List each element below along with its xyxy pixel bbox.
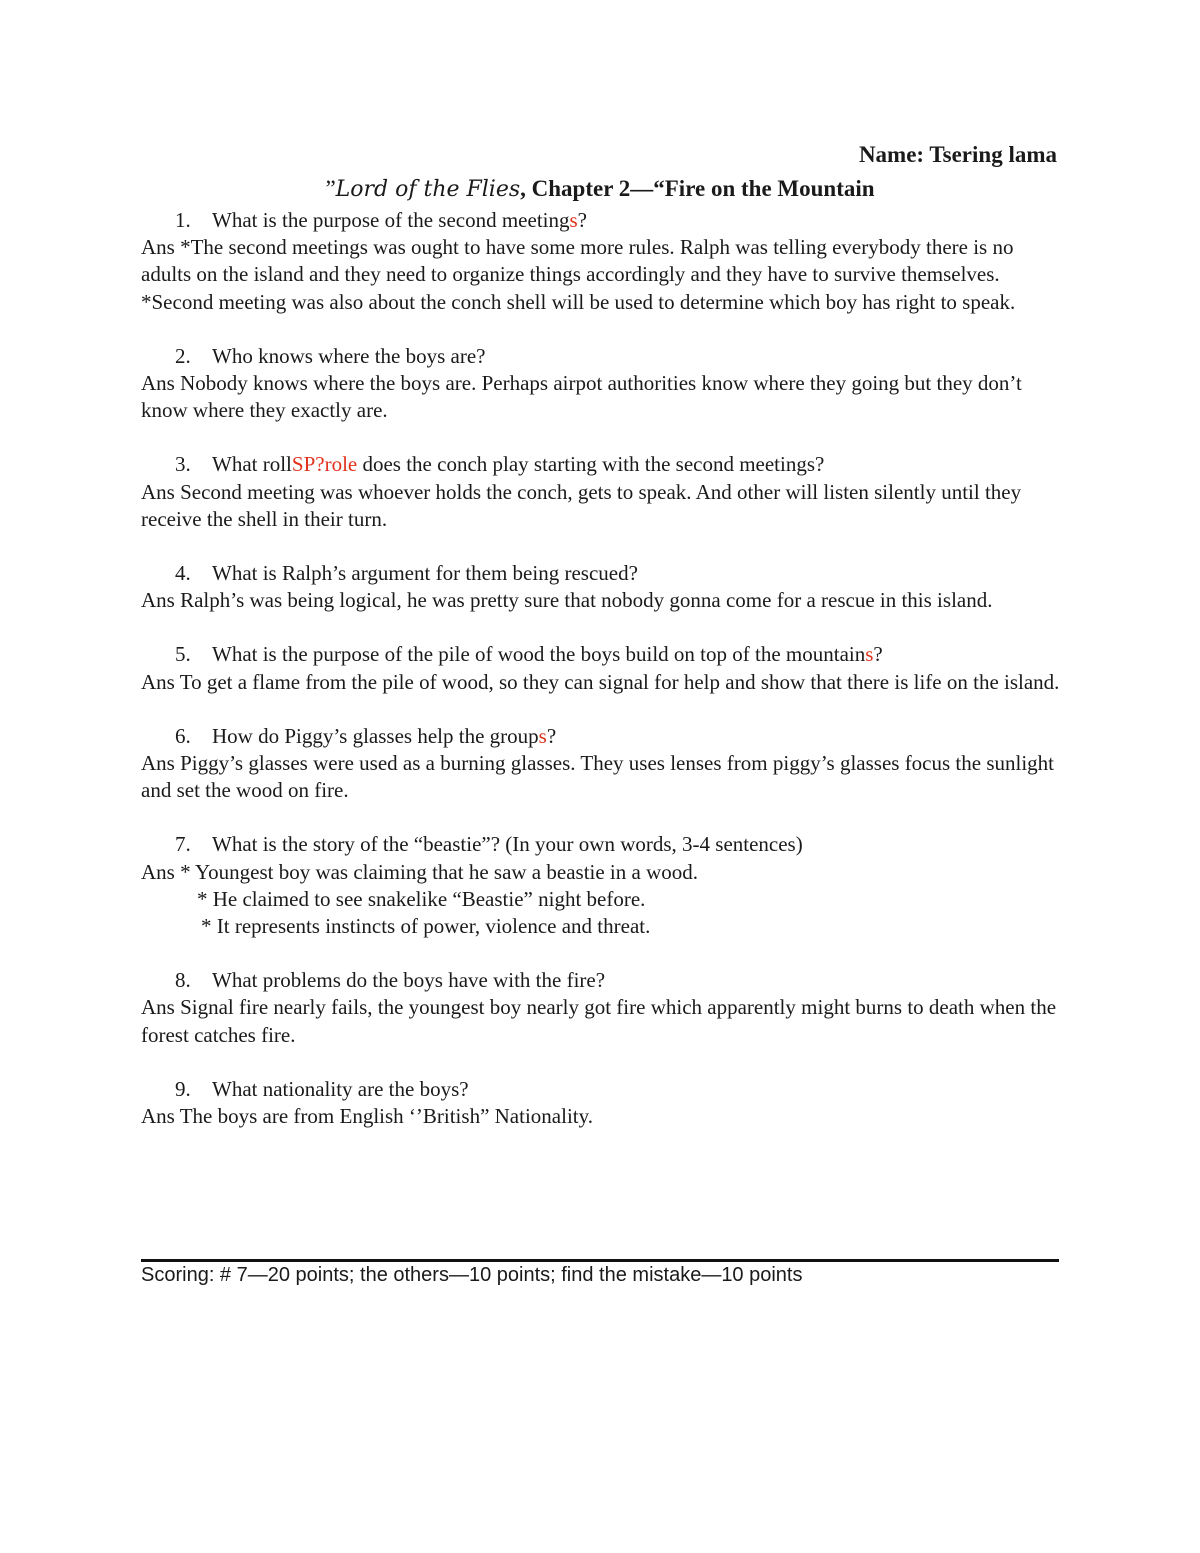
question-5 [141, 641, 1066, 668]
question-text-end: ? [577, 208, 587, 232]
answer-1-line-2: *Second meeting was also about the conch shell will be used to determine which boy has right to speak. [141, 289, 1016, 314]
answer-7-bullet-2: * It represents instincts of power, violence and threat. [201, 914, 651, 939]
answer-7: Ans * Youngest boy was claiming that he saw a beastie in a wood. [141, 859, 699, 884]
question-text-end: ? [546, 723, 557, 748]
correction-mark: SP?role [291, 452, 358, 477]
question-number: 8. [175, 968, 191, 993]
answer-2: Ans Nobody knows where the boys are. Perhaps airpot authorities know where they going but they don’t know where they exactly are. [141, 371, 1022, 423]
question-text: What roll [212, 452, 292, 477]
book-title: Lord of the Flies [335, 177, 521, 202]
question-number: 3. [175, 452, 191, 477]
student-name: Name: Tsering lama [858, 142, 1057, 167]
question-text: Who knows where the boys are? [212, 343, 486, 368]
question-number: 5. [175, 642, 191, 667]
question-2 [141, 343, 1066, 370]
answer-6: Ans Piggy’s glasses were used as a burning glasses. They uses lenses from piggy’s glasses focus the sunlight and set the wood on fire. [141, 751, 1055, 803]
chapter-title: , Chapter 2—“Fire on the Mountain [520, 176, 875, 201]
question-9 [141, 1076, 1066, 1103]
question-text: How do Piggy’s glasses help the group [212, 723, 539, 748]
answer-3: Ans Second meeting was whoever holds the conch, gets to speak. And other will listen silently until they receive the shell in their turn. [141, 479, 1022, 531]
question-text-end: ? [873, 642, 883, 667]
question-number: 1. [175, 208, 191, 232]
question-text: What is the story of the “beastie”? (In your own words, 3-4 sentences) [212, 832, 803, 857]
question-1 [141, 207, 1066, 234]
question-text: What is the purpose of the second meeting [212, 208, 570, 232]
question-number: 2. [175, 343, 191, 368]
correction-mark: s [865, 642, 874, 667]
questions-list [141, 207, 1066, 1130]
question-text: What is Ralph’s argument for them being rescued? [212, 561, 638, 586]
question-text: What problems do the boys have with the fire? [212, 968, 606, 993]
worksheet-title [0, 176, 1200, 202]
scoring-note: Scoring: # 7—20 points; the others—10 points; find the mistake—10 points [141, 1264, 803, 1286]
answer-5: Ans To get a flame from the pile of wood, so they can signal for help and show that there is life on the island. [141, 669, 1060, 694]
answer-7-bullet-1: * He claimed to see snakelike “Beastie” night before. [197, 886, 646, 911]
question-text-end: does the conch play starting with the second meetings? [357, 452, 825, 477]
answer-4: Ans Ralph’s was being logical, he was pretty sure that nobody gonna come for a rescue in this island. [141, 588, 993, 613]
question-number: 6. [175, 723, 191, 748]
divider-rule [141, 1259, 1059, 1262]
question-6 [141, 723, 1066, 750]
question-3 [141, 451, 1066, 478]
question-4 [141, 560, 1066, 587]
question-8 [141, 967, 1066, 994]
question-text: What is the purpose of the pile of wood the boys build on top of the mountain [212, 642, 866, 667]
answer-1-line-1: Ans *The second meetings was ought to have some more rules. Ralph was telling everybody there is no adults on the island and they need to organize things accordingly and they have to survive themselves. [141, 235, 1014, 287]
question-7 [141, 831, 1066, 858]
question-number: 4. [175, 561, 191, 586]
correction-mark: s [569, 208, 578, 232]
title-quote-mark: ” [325, 176, 336, 201]
correction-mark: s [538, 723, 547, 748]
question-text: What nationality are the boys? [212, 1076, 469, 1101]
answer-9: Ans The boys are from English ‘’British” Nationality. [141, 1104, 594, 1129]
question-number: 7. [175, 832, 191, 857]
question-number: 9. [175, 1076, 191, 1101]
answer-8: Ans Signal fire nearly fails, the youngest boy nearly got fire which apparently might burns to death when the forest catches fire. [141, 995, 1057, 1047]
